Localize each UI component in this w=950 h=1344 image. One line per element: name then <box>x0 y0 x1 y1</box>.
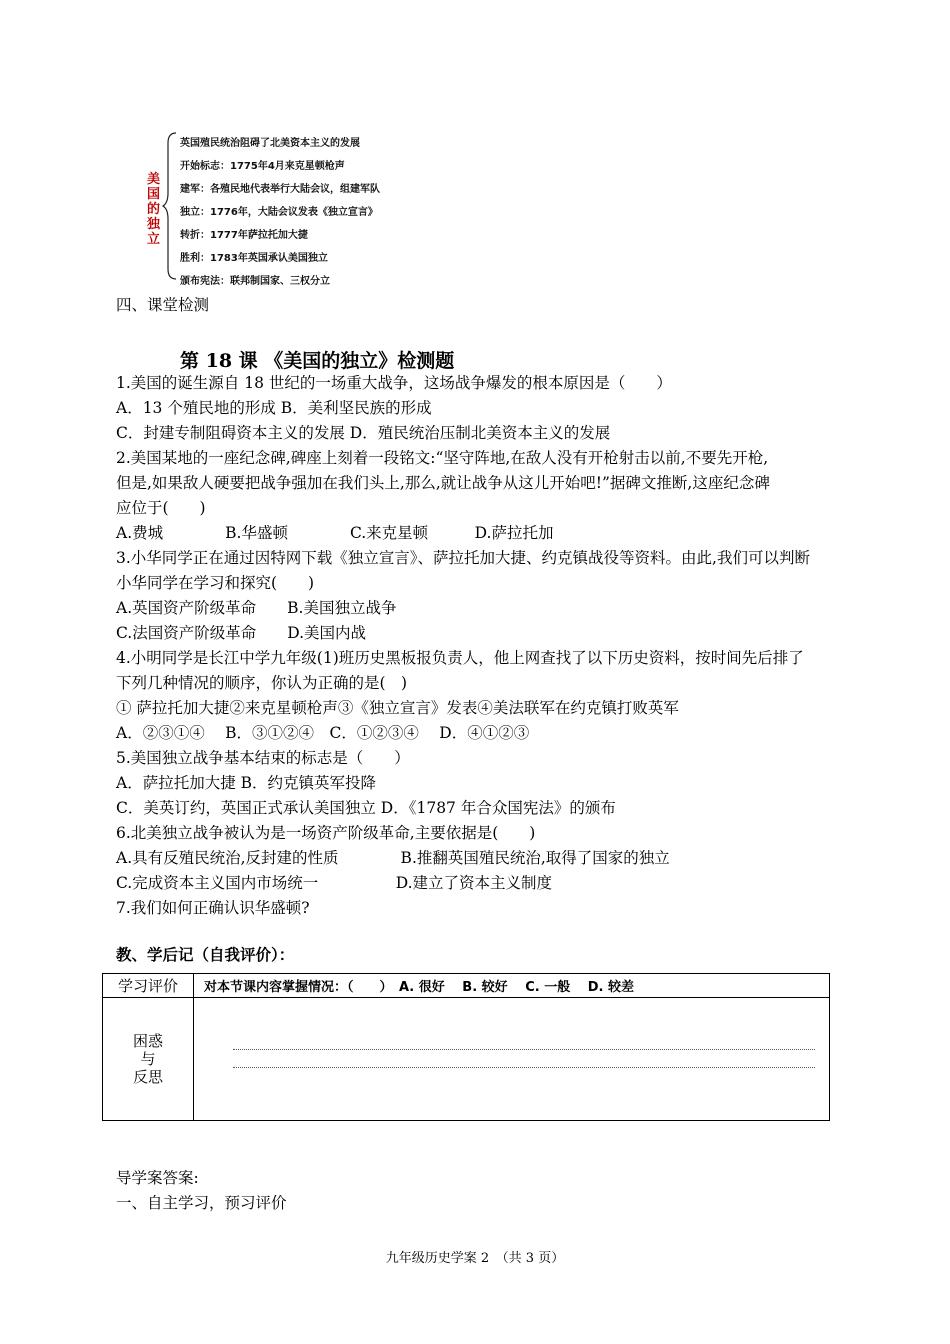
diagram-item: 英国殖民统治阻碍了北美资本主义的发展 <box>180 138 360 149</box>
question-line: 小华同学在学习和探究( ) <box>116 574 315 592</box>
diagram-item: 开始标志：1775年4月来克星顿枪声 <box>180 161 345 172</box>
reflection-label-line: 困惑 <box>132 1032 163 1050</box>
diagram-item: 建军：各殖民地代表举行大陆会议，组建军队 <box>180 184 380 195</box>
answers-heading: 导学案答案: <box>116 1169 199 1187</box>
writing-line <box>233 1049 815 1050</box>
eval-label: 学习评价 <box>103 974 194 998</box>
question-line: 2.美国某地的一座纪念碑,碑座上刻着一段铭文:“坚守阵地,在敌人没有开枪射击以前,不要先开枪, <box>116 449 769 467</box>
self-evaluation-table <box>102 973 830 1121</box>
question-line: 6.北美独立战争被认为是一场资产阶级革命,主要依据是( ) <box>116 824 536 842</box>
question-line: 3.小华同学正在通过因特网下载《独立宣言》、萨拉托加大捷、约克镇战役等资料。由此,我们可以判断 <box>116 549 810 567</box>
question-line: A．萨拉托加大捷 B．约克镇英军投降 <box>116 774 377 792</box>
question-line: A．13 个殖民地的形成 B．美利坚民族的形成 <box>116 399 432 417</box>
question-line: 5.美国独立战争基本结束的标志是（ ） <box>116 749 410 767</box>
question-line: A．②③①④ B．③①②④ C．①②③④ D．④①②③ <box>116 724 530 742</box>
side-char: 立 <box>147 232 161 247</box>
question-line: 应位于( ) <box>116 499 206 517</box>
side-char: 独 <box>147 217 161 232</box>
section-heading: 四、课堂检测 <box>116 296 210 314</box>
brace-icon <box>162 131 178 281</box>
question-line: 7.我们如何正确认识华盛顿? <box>116 899 310 917</box>
question-line: C．美英订约，英国正式承认美国独立 D．《1787 年合众国宪法》的颁布 <box>116 799 616 817</box>
question-line: C.完成资本主义国内市场统一 D.建立了资本主义制度 <box>116 874 553 892</box>
diagram-item: 胜利：1783年英国承认美国独立 <box>180 253 328 264</box>
page-footer: 九年级历史学案 2 （共 3 页） <box>385 1251 565 1266</box>
rating-options: 对本节课内容掌握情况：（ ） A. 很好 B. 较好 C. 一般 D. 较差 <box>194 974 830 998</box>
diagram-item: 转折：1777年萨拉托加大捷 <box>180 230 308 241</box>
question-line: 但是,如果敌人硬要把战争强加在我们头上,那么,就让战争从这儿开始吧!”据碑文推断,这座纪念碑 <box>116 474 770 492</box>
question-line: 1.美国的诞生源自 18 世纪的一场重大战争，这场战争爆发的根本原因是（ ） <box>116 374 672 392</box>
side-char: 美 <box>147 172 161 187</box>
reflection-label-line: 与 <box>140 1050 156 1068</box>
after-class-heading: 教、学后记（自我评价）： <box>116 945 295 964</box>
reflection-input-area[interactable] <box>194 998 830 1121</box>
question-line: A.英国资产阶级革命 B.美国独立战争 <box>116 599 397 617</box>
diagram-item: 独立：1776年，大陆会议发表《独立宣言》 <box>180 207 378 218</box>
question-line: 4.小明同学是长江中学九年级(1)班历史黑板报负责人，他上网查找了以下历史资料，按时间先后排了 <box>116 649 804 667</box>
question-line: A.具有反殖民统治,反封建的性质 B.推翻英国殖民统治,取得了国家的独立 <box>116 849 670 867</box>
diagram-side-label <box>147 172 160 247</box>
page-title: 第 18 课 《美国的独立》检测题 <box>180 350 455 372</box>
question-line: C.法国资产阶级革命 D.美国内战 <box>116 624 367 642</box>
question-line: ① 萨拉托加大捷②来克星顿枪声③《独立宣言》发表④美法联军在约克镇打败英军 <box>116 699 679 717</box>
writing-line <box>233 1067 815 1068</box>
question-line: 下列几种情况的顺序，你认为正确的是( ) <box>116 674 408 692</box>
side-char: 的 <box>147 202 161 217</box>
reflection-label-line: 反思 <box>132 1068 163 1086</box>
reflection-label <box>103 998 194 1121</box>
diagram-item: 颁布宪法：联邦制国家、三权分立 <box>180 276 330 287</box>
answers-subheading: 一、自主学习，预习评价 <box>116 1194 287 1212</box>
question-line: C．封建专制阻碍资本主义的发展 D．殖民统治压制北美资本主义的发展 <box>116 424 611 442</box>
side-char: 国 <box>147 187 161 202</box>
question-line: A.费城 B.华盛顿 C.来克星顿 D.萨拉托加 <box>116 524 554 542</box>
